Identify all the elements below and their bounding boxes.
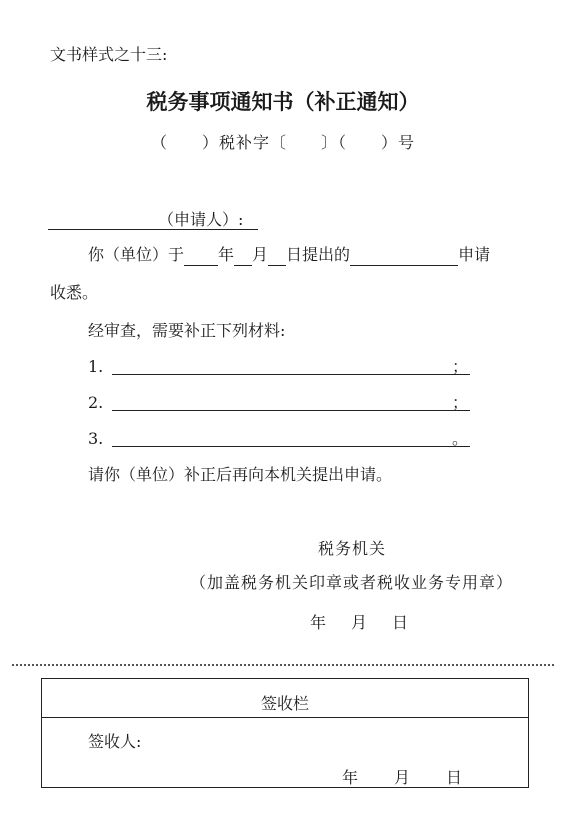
material-item-number: 1. <box>88 357 104 376</box>
seal-note: （加盖税务机关印章或者税收业务专用章） <box>190 573 514 592</box>
body-line-1 <box>88 244 490 266</box>
material-item-number: 3. <box>88 429 104 448</box>
body-line-2: 收悉。 <box>50 283 99 302</box>
review-statement: 经审查，需要补正下列材料: <box>88 321 286 340</box>
doc-type-label: 文书样式之十三: <box>50 45 168 64</box>
document-title: 税务事项通知书（补正通知） <box>146 89 420 114</box>
month-text: 月 <box>252 245 269 264</box>
you-unit-text: 你（单位）于 <box>88 245 185 264</box>
year-blank[interactable] <box>184 248 218 266</box>
receipt-date-month: 月 <box>394 768 411 787</box>
year-text: 年 <box>218 245 235 264</box>
receipt-date-year: 年 <box>342 768 359 787</box>
closing-statement: 请你（单位）补正后再向本机关提出申请。 <box>88 465 393 484</box>
signature-date-day: 日 <box>392 613 410 632</box>
signature-date-month: 月 <box>351 613 369 632</box>
receipt-title: 签收栏 <box>260 694 309 713</box>
receipt-box <box>41 678 529 788</box>
day-blank[interactable] <box>268 248 286 266</box>
receipt-signer-field[interactable] <box>162 749 362 750</box>
day-submitted-text: 日提出的 <box>286 245 351 264</box>
material-item-number: 2. <box>88 393 104 412</box>
signature-date <box>310 612 409 634</box>
material-item-punct: 。 <box>452 429 469 448</box>
application-text: 申请 <box>458 245 491 264</box>
receipt-date <box>342 767 462 789</box>
receipt-signer-label: 签收人: <box>88 732 142 751</box>
material-item-blank[interactable] <box>112 374 470 375</box>
material-item-blank[interactable] <box>112 446 470 447</box>
tax-authority-label: 税务机关 <box>318 539 387 558</box>
material-item-punct: ； <box>452 357 469 376</box>
month-blank[interactable] <box>234 248 252 266</box>
receipt-divider <box>42 717 528 718</box>
document-number-line: （ ）税补字〔 〕（ ）号 <box>150 133 415 152</box>
material-item-blank[interactable] <box>112 410 470 411</box>
receipt-date-day: 日 <box>446 768 463 787</box>
signature-date-year: 年 <box>310 613 328 632</box>
tear-off-separator <box>12 664 554 666</box>
material-item-punct: ； <box>452 393 469 412</box>
application-item-blank[interactable] <box>350 248 458 266</box>
applicant-label: （申请人）: <box>158 210 244 229</box>
